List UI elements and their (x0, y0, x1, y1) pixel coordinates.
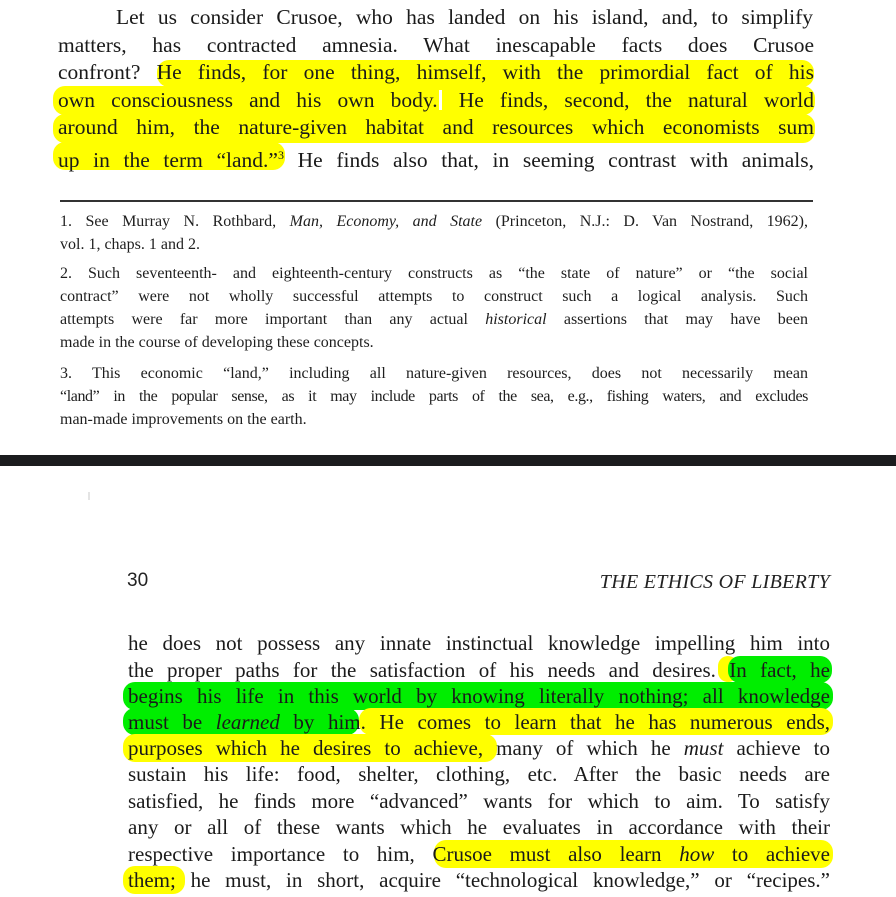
text-span: matters, has contracted amnesia. What inescapable facts does Crusoe (58, 33, 814, 57)
text-cursor-icon (439, 90, 442, 110)
body-text-line (128, 814, 830, 841)
footnote-1-line (60, 233, 808, 256)
highlighted-text-green[interactable]: In fact, he (715, 658, 830, 682)
text-span: “land” in the popular sense, as it may include parts of the sea, e.g., fishing waters, and excludes (60, 388, 808, 405)
highlighted-text-yellow[interactable]: up in the term “land.” (58, 148, 278, 172)
highlighted-text-yellow-italic[interactable]: how (679, 842, 715, 866)
text-span: satisfied, he finds more “advanced” wants for which to aim. To satisfy (128, 789, 830, 813)
text-span: Let us consider Crusoe, who has landed on his island, and, to simplify (116, 5, 813, 29)
highlighted-text-yellow[interactable]: around him, the nature-given habitat and resources which economists sum (58, 115, 814, 139)
highlighted-text-yellow[interactable]: them; (128, 868, 176, 892)
highlighted-text-yellow[interactable]: purposes which he desires to achieve, (128, 736, 484, 760)
highlighted-text-green[interactable]: begins his life in this world by knowing literally nothing; all knowledge (128, 684, 830, 708)
body-text-line (128, 841, 830, 868)
text-span: respective importance to him, (128, 842, 415, 866)
highlighted-text-yellow[interactable]: own consciousness and his own body. (58, 88, 438, 112)
text-span: vol. 1, chaps. 1 and 2. (60, 236, 200, 253)
body-text-line (128, 735, 830, 762)
highlighted-text-yellow[interactable]: He finds, second, the natural world (442, 88, 814, 112)
running-title: THE ETHICS OF LIBERTY (599, 571, 830, 593)
body-text-line (58, 87, 814, 114)
footnote-marker: 3 (277, 148, 284, 162)
highlighted-text-green[interactable]: must be (128, 710, 216, 734)
footnote-2-line (60, 331, 808, 354)
text-span: assertions that may have been (546, 311, 809, 328)
text-span: achieve to (723, 736, 830, 760)
text-span: man-made improvements on the earth. (60, 411, 307, 428)
page-separator (0, 455, 896, 466)
body-text-line (128, 761, 830, 788)
footnote-3-line (60, 362, 808, 385)
text-span: (Princeton, N.J.: D. Van Nostrand, 1962), (482, 213, 809, 230)
text-span: sustain his life: food, shelter, clothing, etc. After the basic needs are (128, 762, 830, 786)
footnote-2-line (60, 308, 808, 331)
text-span: contract” were not wholly successful attempts to construct such a logical analysis. Such (60, 288, 808, 305)
page-number: 30 (127, 570, 149, 591)
text-span: 2. Such seventeenth- and eighteenth-century constructs as “the state of nature” or “the social (60, 265, 808, 282)
footnote-3-line (60, 385, 808, 408)
body-text-line (128, 788, 830, 815)
text-span: the proper paths for the satisfaction of his needs and desires. (128, 658, 716, 682)
body-text-line (58, 59, 814, 86)
footnote-2-line (60, 262, 808, 285)
body-text-line (58, 32, 814, 59)
highlighted-text-yellow[interactable]: Crusoe must also learn (414, 842, 680, 866)
text-span: made in the course of developing these concepts. (60, 334, 374, 351)
highlighted-text-yellow[interactable]: to achieve (714, 842, 830, 866)
body-text-line (58, 142, 814, 174)
text-span: attempts were far more important than any actual (60, 311, 486, 328)
body-text-line (128, 630, 830, 657)
book-title: Man, Economy, and State (289, 213, 483, 230)
text-span: 3. This economic “land,” including all nature-given resources, does not necessarily mean (60, 365, 808, 382)
body-text-line (116, 4, 813, 31)
text-span: 1. See Murray N. Rothbard, (60, 213, 290, 230)
body-text-line (58, 114, 814, 141)
emphasis-text: must (683, 736, 724, 760)
scan-artifact (88, 492, 90, 500)
footnote-2-line (60, 285, 808, 308)
body-text-line (128, 867, 830, 894)
highlighted-text-yellow[interactable]: He finds, for one thing, himself, with the primordial fact of his (156, 60, 814, 84)
body-text-line (128, 683, 830, 710)
highlighted-text-green[interactable]: by him. (279, 710, 366, 734)
body-text-line (128, 657, 830, 684)
text-span: confront? (58, 60, 157, 84)
footnote-3-line (60, 408, 808, 431)
footnote-divider (60, 200, 813, 202)
text-span: any or all of these wants which he evaluates in accordance with their (128, 815, 830, 839)
text-span: many of which he (483, 736, 684, 760)
text-span: he must, in short, acquire “technological knowledge,” or “recipes.” (175, 868, 830, 892)
footnote-1-line (60, 210, 808, 233)
highlighted-text-green-italic[interactable]: learned (215, 710, 280, 734)
emphasis-text: historical (485, 311, 547, 328)
text-span: he does not possess any innate instinctual knowledge impelling him into (128, 631, 830, 655)
body-text-line (128, 709, 830, 736)
highlighted-text-yellow[interactable]: He comes to learn that he has numerous ends, (365, 710, 830, 734)
text-span: He finds also that, in seeming contrast with animals, (283, 148, 814, 172)
